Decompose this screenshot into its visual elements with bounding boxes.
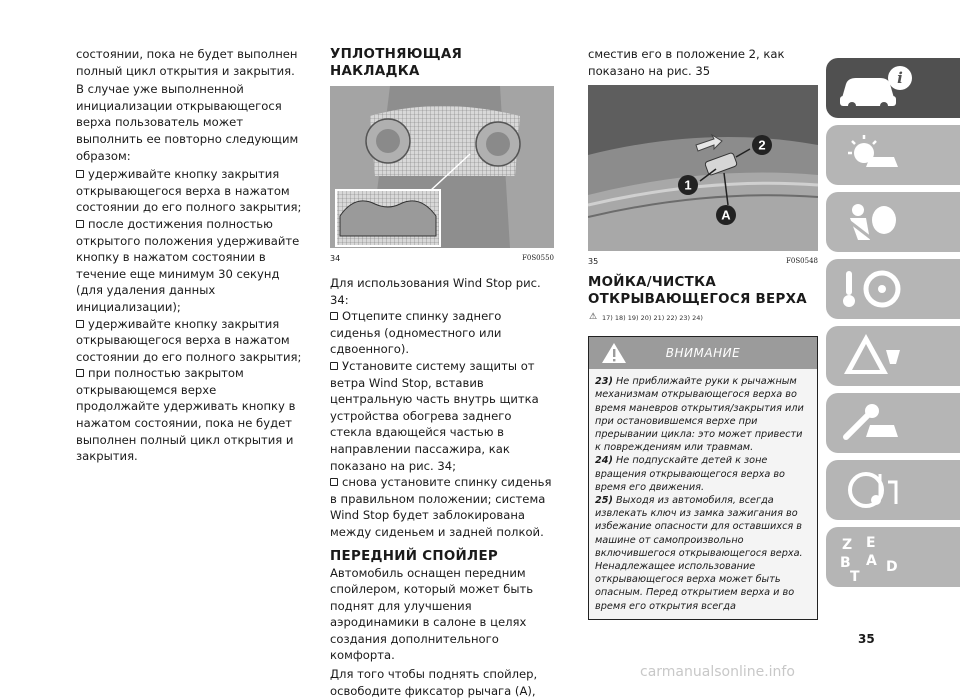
tab-starting-driving[interactable] <box>826 259 960 319</box>
callout-2 <box>752 135 772 155</box>
music-phone-icon <box>836 464 916 516</box>
tab-car-info[interactable] <box>826 58 960 118</box>
wrench-car-icon <box>836 397 916 449</box>
checkbox-bullet-icon <box>76 320 84 328</box>
bullet-item: Отцепите спинку заднего сиденья (одноместного или сдвоенного). <box>330 309 502 357</box>
svg-text:B: B <box>840 555 851 571</box>
column-left <box>76 46 302 465</box>
tab-emergency[interactable] <box>826 326 960 386</box>
bullet-item: удерживайте кнопку закрытия открывающегося верха в нажатом состоянии до его полного закрытия; <box>76 316 302 364</box>
warning-triangle-icon <box>601 341 627 365</box>
warning-item: 24) Не подпускайте детей к зоне вращения открывающегося верха во время его движения. <box>595 455 785 493</box>
section-heading: ПЕРЕДНИЙ СПОЙЛЕР <box>330 548 499 564</box>
tab-index[interactable] <box>826 527 960 587</box>
checkbox-bullet-icon <box>76 369 84 377</box>
paragraph: Для того чтобы поднять спойлер, освободите фиксатор рычага (A), <box>330 667 538 698</box>
car-info-icon <box>836 62 916 114</box>
warning-title: ВНИМАНИЕ <box>665 346 741 361</box>
svg-text:1: 1 <box>684 177 692 193</box>
figure-35-spoiler <box>588 85 818 251</box>
column-right <box>588 46 818 620</box>
column-middle <box>330 46 554 699</box>
paragraph: Для использования Wind Stop рис. 34: <box>330 276 541 307</box>
tab-safety[interactable] <box>826 192 960 252</box>
svg-text:E: E <box>866 535 876 551</box>
warning-item: 25) Выходя из автомобиля, всегда извлекать ключ из замка зажигания во избежание опасности для оставшихся в машине от самопроизвольно включившегося открывающегося верха. Ненадлежащее использование открывающегося верха может быть опасным. Перед открытием верха и во время его открытия всегда <box>595 495 803 612</box>
checkbox-bullet-icon <box>76 220 84 228</box>
page-number: 35 <box>858 632 875 646</box>
footer-watermark: carmanualsonline.info <box>640 664 795 680</box>
tab-maintenance[interactable] <box>826 393 960 453</box>
warning-header <box>589 337 817 369</box>
bullet-item: удерживайте кнопку закрытия открывающегося верха в нажатом состоянии до его полного закрытия; <box>76 167 302 215</box>
figure-caption <box>588 257 818 266</box>
figure-code: F0S0550 <box>522 254 554 262</box>
bullet-item: снова установите спинку сиденья в правильном положении; система Wind Stop будет заблокирована между сиденьем и задней полкой. <box>330 475 552 539</box>
bullet-item: Установите систему защиты от ветра Wind Stop, вставив центральную часть внутрь щитка устройства обогрева заднего стекла вдающейся частью в направлении пассажира, как показано на рис. 34; <box>330 358 539 473</box>
spoiler-illustration <box>588 85 818 251</box>
reference-list: ⚠ 17) 18) 19) 20) 21) 22) 23) 24) <box>589 312 703 323</box>
warning-ref-icon: ⚠ <box>589 312 598 323</box>
section-heading: УПЛОТНЯЮЩАЯ НАКЛАДКА <box>330 47 463 79</box>
svg-text:Z: Z <box>842 537 853 553</box>
checkbox-bullet-icon <box>330 362 338 370</box>
svg-text:i: i <box>897 69 903 87</box>
checkbox-bullet-icon <box>330 478 338 486</box>
callout-1 <box>678 175 698 195</box>
figure-code: F0S0548 <box>786 257 818 266</box>
svg-text:A: A <box>866 553 877 569</box>
svg-text:D: D <box>886 559 898 575</box>
paragraph: состоянии, пока не будет выполнен полный цикл открытия и закрытия. <box>76 47 298 78</box>
steering-key-icon <box>836 263 916 315</box>
svg-text:T: T <box>850 569 860 583</box>
checkbox-bullet-icon <box>330 312 338 320</box>
section-heading: МОЙКА/ЧИСТКА ОТКРЫВАЮЩЕГОСЯ ВЕРХА <box>588 275 807 308</box>
paragraph: В случае уже выполненной инициализации открывающегося верха пользователь может выполнить ее повторно следующим образом: <box>76 82 299 163</box>
tab-warning-lights[interactable] <box>826 125 960 185</box>
checkbox-bullet-icon <box>76 170 84 178</box>
figure-34-wind-stop <box>330 86 554 248</box>
wind-stop-illustration <box>330 86 554 248</box>
warning-box <box>588 336 818 620</box>
warning-text <box>589 369 817 619</box>
airbag-safety-icon <box>836 196 916 248</box>
road-warning-triangle-icon <box>836 330 916 382</box>
warning-item: 23) Не приближайте руки к рычажным механизмам открывающегося верха во время маневров открытия/закрытия или при остановившемся верхе при прерывании цикла: это может привести к повреждениям или травмам. <box>595 376 804 454</box>
paragraph: Автомобиль оснащен передним спойлером, который может быть поднят для улучшения аэродинамики в салоне в целях создания дополнительного комфорта. <box>330 565 534 663</box>
svg-text:2: 2 <box>758 137 766 153</box>
bullet-item: при полностью закрытом открывающемся верхе продолжайте удерживать кнопку в нажатом состоянии, пока не будет выполнен полный цикл открытия и закрытия. <box>76 366 296 464</box>
warning-lights-icon <box>836 129 916 181</box>
figure-caption <box>330 254 554 263</box>
paragraph: сместив его в положение 2, как показано на рис. 35 <box>588 47 785 78</box>
bullet-item: после достижения полностью открытого положения удерживайте кнопку в нажатом состоянии в течение еще минимум 30 секунд (для удаления данных инициализации); <box>76 216 300 314</box>
index-letters-icon <box>836 531 916 583</box>
callout-A <box>716 205 736 225</box>
svg-text:A: A <box>721 207 731 223</box>
chapter-tabs <box>826 58 960 594</box>
figure-number: 35 <box>588 257 599 267</box>
tab-multimedia[interactable] <box>826 460 960 520</box>
figure-number: 34 <box>330 254 341 263</box>
